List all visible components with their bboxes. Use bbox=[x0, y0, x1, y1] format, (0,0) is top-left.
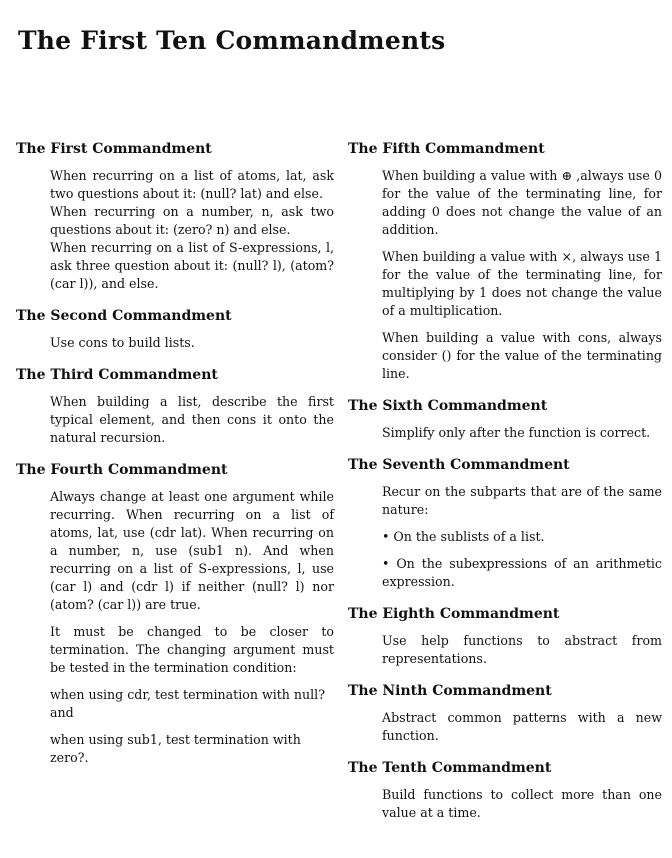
tenth-commandment bbox=[348, 759, 662, 822]
commandment-body bbox=[348, 424, 662, 442]
commandment-paragraph: When recurring on a list of atoms, lat, ask two questions about it: (null? lat) and else. bbox=[50, 168, 334, 201]
commandment-title: The Seventh Commandment bbox=[348, 457, 570, 473]
commandment-paragraph: Recur on the subparts that are of the same nature: bbox=[382, 484, 662, 517]
bullet-item: • On the sublists of a list. bbox=[382, 529, 545, 544]
commandment-paragraph: When building a value with ⊕ ,always use 0 for the value of the terminating line, for adding 0 does not change the value of an addition. bbox=[382, 168, 662, 237]
commandment-title: The First Commandment bbox=[16, 141, 212, 157]
commandment-paragraph: It must be changed to be closer to termination. The changing argument must be tested in the termination condition: bbox=[50, 624, 334, 675]
commandment-body bbox=[348, 167, 662, 383]
commandment-title: The Fifth Commandment bbox=[348, 141, 545, 157]
bullet-item: • On the subexpressions of an arithmetic expression. bbox=[382, 556, 662, 589]
page-title: The First Ten Commandments bbox=[18, 26, 446, 55]
sixth-commandment bbox=[348, 397, 662, 442]
commandment-title: The Second Commandment bbox=[16, 308, 232, 324]
commandment-paragraph: When building a value with ×, always use 1 for the value of the terminating line, for multiplying by 1 does not change the value of a multiplication. bbox=[382, 249, 662, 318]
commandment-title: The Ninth Commandment bbox=[348, 683, 552, 699]
commandment-title: The Fourth Commandment bbox=[16, 462, 228, 478]
termination-rule: when using cdr, test termination with null? and bbox=[50, 687, 325, 720]
right-column bbox=[348, 140, 662, 836]
left-column bbox=[16, 140, 334, 781]
ninth-commandment bbox=[348, 682, 662, 745]
commandment-body bbox=[348, 632, 662, 668]
third-commandment bbox=[16, 366, 334, 447]
commandment-paragraph: Use help functions to abstract from representations. bbox=[382, 633, 662, 666]
commandment-paragraph: When recurring on a list of S-expressions, l, ask three question about it: (null? l), (atom? (car l)), and else. bbox=[50, 240, 334, 291]
commandment-body bbox=[16, 167, 334, 293]
commandment-paragraph: When recurring on a number, n, ask two questions about it: (zero? n) and else. bbox=[50, 204, 334, 237]
commandment-body bbox=[348, 483, 662, 591]
commandment-title: The Tenth Commandment bbox=[348, 760, 552, 776]
commandment-body bbox=[348, 786, 662, 822]
commandment-paragraph: Use cons to build lists. bbox=[50, 335, 195, 350]
commandment-body bbox=[348, 709, 662, 745]
commandment-paragraph: When building a list, describe the first typical element, and then cons it onto the natural recursion. bbox=[50, 394, 334, 445]
commandment-paragraph: When building a value with cons, always consider () for the value of the terminating line. bbox=[382, 330, 662, 381]
first-commandment bbox=[16, 140, 334, 293]
commandment-body bbox=[16, 393, 334, 447]
commandment-body bbox=[16, 334, 334, 352]
fourth-commandment bbox=[16, 461, 334, 767]
commandment-paragraph: Abstract common patterns with a new function. bbox=[382, 710, 662, 743]
commandment-body bbox=[16, 488, 334, 767]
fifth-commandment bbox=[348, 140, 662, 383]
termination-rule: when using sub1, test termination with zero?. bbox=[50, 732, 301, 765]
commandment-paragraph: Build functions to collect more than one value at a time. bbox=[382, 787, 662, 820]
eighth-commandment bbox=[348, 605, 662, 668]
commandment-title: The Sixth Commandment bbox=[348, 398, 548, 414]
commandment-title: The Third Commandment bbox=[16, 367, 218, 383]
commandment-paragraph: Always change at least one argument while recurring. When recurring on a list of atoms, lat, use (cdr lat). When recurring on a number, n, use (sub1 n). And when recurring on a list of S-expressions, l, use (car l) and (cdr l) if neither (null? l) nor (atom? (car l)) are true. bbox=[50, 489, 334, 612]
commandment-paragraph: Simplify only after the function is correct. bbox=[382, 425, 651, 440]
second-commandment bbox=[16, 307, 334, 352]
commandment-title: The Eighth Commandment bbox=[348, 606, 560, 622]
seventh-commandment bbox=[348, 456, 662, 591]
